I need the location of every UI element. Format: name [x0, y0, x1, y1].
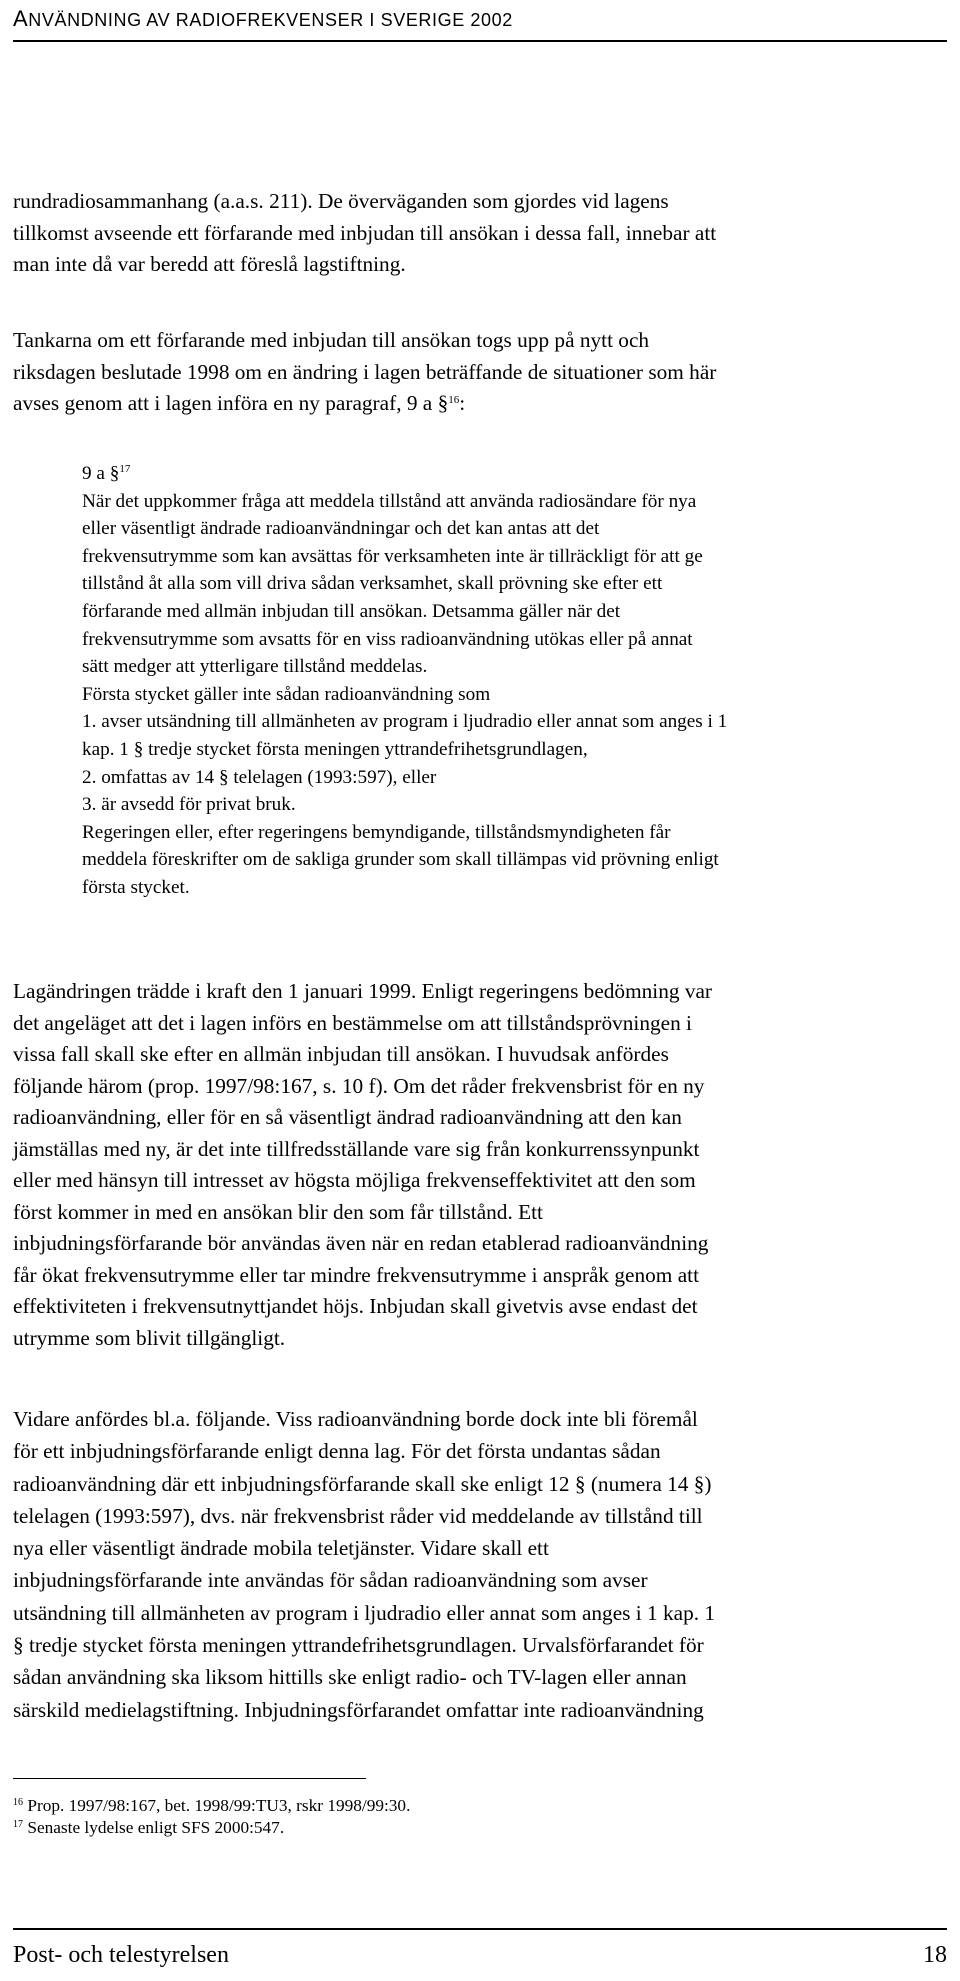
text-line: telelagen (1993:597), dvs. när frekvensbrist råder vid meddelande av tillstånd till: [13, 1503, 703, 1528]
text-segment: avses genom att i lagen införa en ny paragraf, 9 a §: [13, 391, 449, 415]
quote-line: eller väsentligt ändrade radioanvändningar och det kan antas att det: [82, 518, 600, 540]
text-line: det angeläget att det i lagen införs en bestämmelse om att tillståndsprövningen i: [13, 1010, 692, 1035]
quoted-law-text: [82, 460, 952, 902]
footnote-ref-16: 16: [448, 394, 460, 406]
quote-line: frekvensutrymme som kan avsättas för verksamheten inte är tillräckligt för att ge: [82, 545, 703, 567]
header-title-rest: NVÄNDNING AV RADIOFREKVENSER I SVERIGE 2002: [28, 10, 513, 30]
paragraph-1: [13, 186, 953, 281]
quote-line: kap. 1 § tredje stycket första meningen yttrandefrihetsgrundlagen,: [82, 738, 588, 760]
quote-line: När det uppkommer fråga att meddela tillstånd att använda radiosändare för nya: [82, 490, 697, 512]
text-segment: :: [459, 391, 466, 415]
quote-line: 2. omfattas av 14 § telelagen (1993:597), eller: [82, 766, 437, 788]
footer-organization: Post- och telestyrelsen: [13, 1942, 229, 1968]
footnote-ref-17: 17: [119, 463, 131, 475]
quote-line: förfarande med allmän inbjudan till ansökan. Detsamma gäller när det: [82, 600, 621, 622]
paragraph-5: [13, 1403, 953, 1726]
text-line-with-ref: [13, 388, 953, 420]
footnote-text: Prop. 1997/98:167, bet. 1998/99:TU3, rskr 1998/99:30.: [27, 1796, 411, 1815]
footnote-number: 16: [13, 1797, 23, 1808]
text-line: för ett inbjudningsförfarande enligt denna lag. För det första undantas sådan: [13, 1439, 661, 1464]
header-title-initial: A: [13, 6, 29, 31]
quote-line: Första stycket gäller inte sådan radioanvändning som: [82, 683, 491, 705]
page-number: 18: [923, 1942, 947, 1968]
quote-line: 1. avser utsändning till allmänheten av program i ljudradio eller annat som anges i 1: [82, 711, 728, 733]
quote-line: meddela föreskrifter om de sakliga grunder som skall tillämpas vid prövning enligt: [82, 849, 719, 871]
text-line: utsändning till allmänheten av program i ljudradio eller annat som anges i 1 kap. 1: [13, 1600, 716, 1625]
text-line: Tankarna om ett förfarande med inbjudan till ansökan togs upp på nytt och: [13, 328, 650, 352]
text-line: § tredje stycket första meningen yttrandefrihetsgrundlagen. Urvalsförfarandet för: [13, 1633, 704, 1658]
text-line: följande härom (prop. 1997/98:167, s. 10 f). Om det råder frekvensbrist för en ny: [13, 1073, 705, 1098]
quote-line: Regeringen eller, efter regeringens bemyndigande, tillståndsmyndigheten får: [82, 821, 671, 843]
footnote-number: 17: [13, 1819, 23, 1830]
quote-line: sätt medger att ytterligare tillstånd meddelas.: [82, 656, 428, 678]
running-header: [13, 4, 947, 42]
text-line: jämställas med ny, är det inte tillfredsställande vare sig från konkurrenssynpunkt: [13, 1136, 700, 1161]
text-line: Lagändringen trädde i kraft den 1 januari 1999. Enligt regeringens bedömning var: [13, 979, 713, 1003]
footnote-17: [13, 1817, 284, 1839]
text-line: inbjudningsförfarande bör användas även när en redan etablerad radioanvändning: [13, 1231, 709, 1255]
header-title: [13, 6, 513, 32]
text-line: sådan användning ska liksom hittills ske enligt radio- och TV-lagen eller annan: [13, 1665, 687, 1690]
page-footer: [13, 1928, 947, 1980]
paragraph-4: [13, 976, 953, 1354]
quote-line: första stycket.: [82, 876, 190, 898]
text-line: radioanvändning, eller för en så väsentligt ändrad radioanvändning att den kan: [13, 1105, 682, 1129]
text-line: eller med hänsyn till intresset av högsta möjliga frekvenseffektivitet att den som: [13, 1168, 696, 1192]
quote-line: tillstånd åt alla som vill driva sådan verksamhet, skall prövning ske efter ett: [82, 573, 663, 595]
text-line: effektiviteten i frekvensutnyttjandet höjs. Inbjudan skall givetvis avse endast det: [13, 1294, 698, 1318]
text-line: man inte då var beredd att föreslå lagstiftning.: [13, 252, 406, 276]
text-line: inbjudningsförfarande inte användas för sådan radioanvändning som avser: [13, 1568, 648, 1593]
text-line: först kommer in med en ansökan blir den som får tillstånd. Ett: [13, 1199, 543, 1224]
footnote-text: Senaste lydelse enligt SFS 2000:547.: [27, 1818, 285, 1837]
quote-line: frekvensutrymme som avsatts för en viss radioanvändning utökas eller på annat: [82, 628, 693, 650]
quote-heading: [82, 460, 952, 488]
text-line: vissa fall skall ske efter en allmän inbjudan till ansökan. I huvudsak anfördes: [13, 1042, 669, 1066]
quote-heading-text: 9 a §: [82, 463, 120, 484]
text-line: radioanvändning där ett inbjudningsförfarande skall ske enligt 12 § (numera 14 §): [13, 1471, 712, 1496]
text-line: riksdagen beslutade 1998 om en ändring i lagen beträffande de situationer som här: [13, 359, 717, 384]
paragraph-2: [13, 325, 953, 420]
text-line: rundradiosammanhang (a.a.s. 211). De överväganden som gjordes vid lagens: [13, 189, 669, 213]
footnote-separator: [13, 1778, 366, 1779]
text-line: Vidare anfördes bl.a. följande. Viss radioanvändning borde dock inte bli föremål: [13, 1407, 698, 1431]
text-line: nya eller väsentligt ändrade mobila teletjänster. Vidare skall ett: [13, 1536, 549, 1561]
text-line: tillkomst avseende ett förfarande med inbjudan till ansökan i dessa fall, innebar att: [13, 220, 717, 245]
text-line: får ökat frekvensutrymme eller tar mindre frekvensutrymme i anspråk genom att: [13, 1262, 699, 1287]
text-line: särskild medielagstiftning. Inbjudningsförfarandet omfattar inte radioanvändning: [13, 1697, 704, 1722]
quote-line: 3. är avsedd för privat bruk.: [82, 794, 296, 816]
text-line: utrymme som blivit tillgängligt.: [13, 1325, 286, 1350]
footnote-16: [13, 1795, 410, 1817]
